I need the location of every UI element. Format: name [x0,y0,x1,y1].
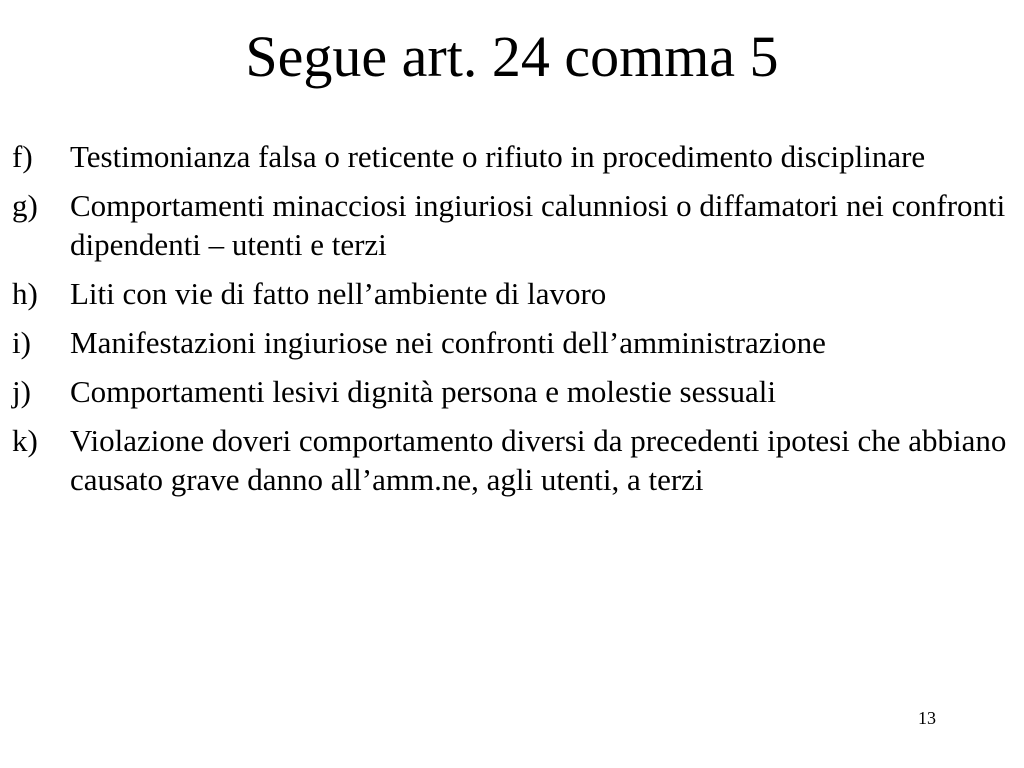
list-item-i [12,323,1012,362]
list-item-f [12,137,1012,176]
list-item-j [12,372,1012,411]
slide-number: 13 [918,708,936,728]
list-item-marker: k) [12,423,38,458]
item-list [12,137,1012,509]
list-item-marker: g) [12,188,38,223]
list-item-marker: f) [12,139,33,174]
list-item-text: Comportamenti lesivi dignità persona e molestie sessuali [70,374,776,409]
list-item-marker: j) [12,374,31,409]
list-item-marker: i) [12,325,31,360]
list-item-text: Liti con vie di fatto nell’ambiente di lavoro [70,276,607,311]
list-item-text: Comportamenti minacciosi ingiuriosi calunniosi o diffamatori nei confronti dipendenti – utenti e terzi [70,188,1006,262]
list-item-text: Violazione doveri comportamento diversi da precedenti ipotesi che abbiano causato grave danno all’amm.ne, agli utenti, a terzi [70,423,1007,497]
list-item-g [12,186,1012,264]
list-item-h [12,274,1012,313]
slide-title: Segue art. 24 comma 5 [245,24,779,89]
list-item-text: Manifestazioni ingiuriose nei confronti dell’amministrazione [70,325,826,360]
list-item-k [12,421,1012,499]
list-item-marker: h) [12,276,38,311]
list-item-text: Testimonianza falsa o reticente o rifiuto in procedimento disciplinare [70,139,926,174]
